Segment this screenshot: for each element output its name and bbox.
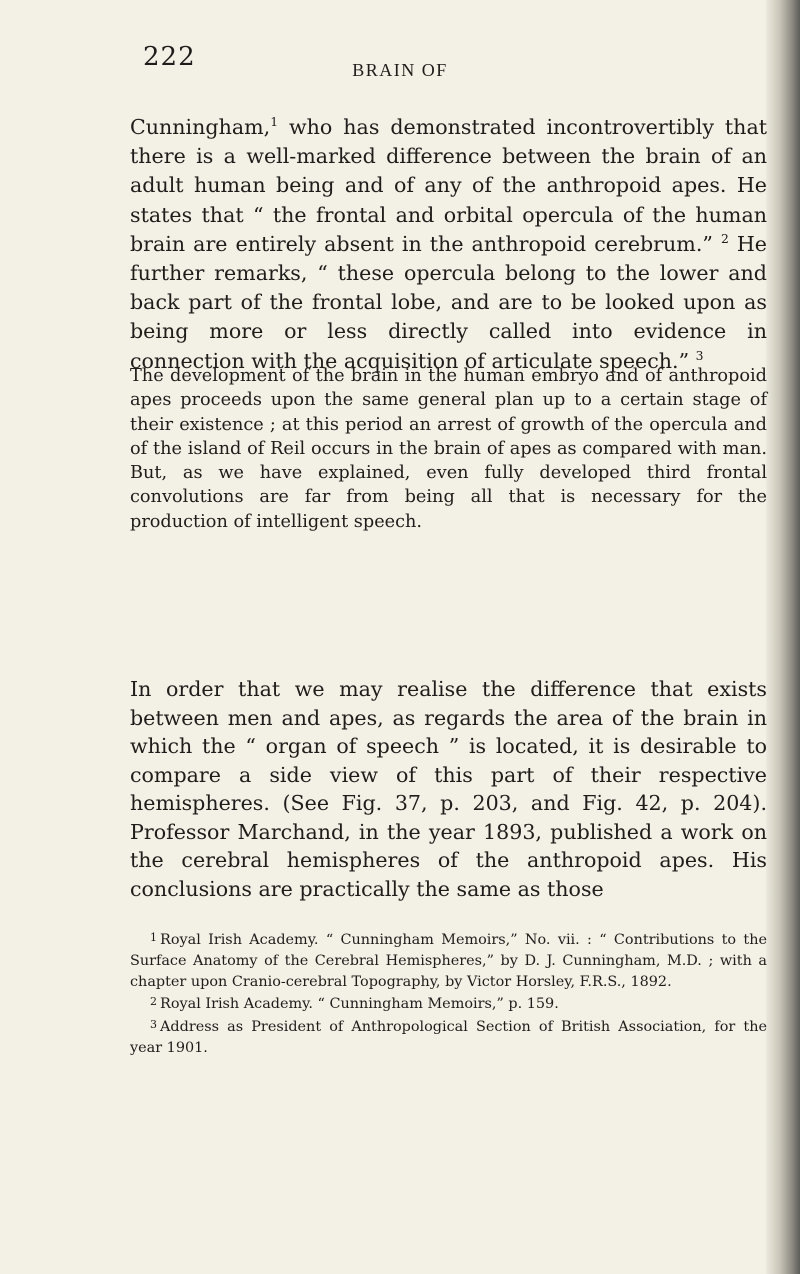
footnote <box>130 928 767 992</box>
paragraph-3: In order that we may realise the difference that exists between men and apes, as regards the area of the brain in which the “ organ of speech ” is located, it is desirable to compare a side view of this part of their respective hemispheres. (See Fig. 37, p. 203, and Fig. 42, p. 204). Professor Marchand, in the year 1893, published a work on the cerebral hemispheres of the anthropoid apes. His conclusions are practically the same as those <box>130 677 767 901</box>
footnote-text: Royal Irish Academy. “ Cunningham Memoirs,” No. vii. : “ Contributions to the Surface Anatomy of the Cerebral Hemispheres,” by D. J. Cunningham, M.D. ; with a chapter upon Cranio-cerebral Topography, by Victor Horsley, F.R.S., 1892. <box>130 932 767 990</box>
paragraph-2: The development of the brain in the human embryo and of anthropoid apes proceeds upon the same general plan up to a certain stage of their existence ; at this period an arrest of growth of the opercula and of the island of Reil occurs in the brain of apes as compared with man. But, as we have explained, even fully developed third frontal convolutions are far from being all that is necessary for the production of intelligent speech. <box>130 366 767 532</box>
footnote <box>130 992 767 1015</box>
footnote-ref: 2 <box>720 231 729 246</box>
footnote-number: 3 <box>150 1018 157 1032</box>
page-number: 222 <box>143 42 196 72</box>
footnote <box>130 1015 767 1059</box>
running-title: BRAIN OF <box>352 60 448 80</box>
footnote-text: Address as President of Anthropological Section of British Association, for the year 1901. <box>130 1019 767 1056</box>
page-edge-shadow <box>766 0 800 1274</box>
paragraph-1 <box>130 113 767 376</box>
footnote-ref: 3 <box>695 348 704 363</box>
text-run: Cunningham, <box>130 115 271 139</box>
footnote-ref: 1 <box>270 115 279 130</box>
footnote-text: Royal Irish Academy. “ Cunningham Memoirs,” p. 159. <box>160 996 559 1013</box>
text-run: He further remarks, “ these opercula belong to the lower and back part of the frontal lobe, and are to be looked upon as being more or less directly called into evidence in connection with the acquisition of articulate speech.” <box>130 231 767 373</box>
footnote-number: 2 <box>150 995 157 1009</box>
text-run: who has demonstrated incontrovertibly that there is a well-marked difference between the brain of an adult human being and of any of the anthropoid apes. He states that “ the frontal and orbital opercula of the human brain are entirely absent in the anthropoid cerebrum.” <box>130 115 767 256</box>
footnotes <box>130 928 767 1059</box>
footnote-number: 1 <box>150 931 157 944</box>
